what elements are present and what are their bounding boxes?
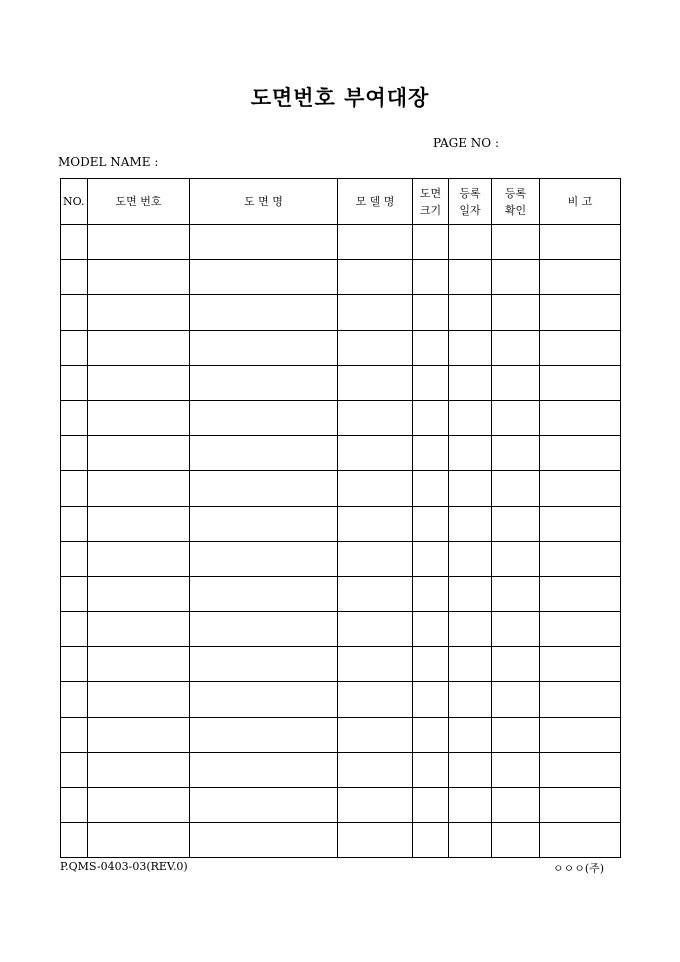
- table-row: [61, 823, 621, 858]
- cell-registration-confirm: [492, 682, 540, 717]
- cell-drawing-number: [88, 260, 190, 295]
- cell-drawing-name: [190, 471, 338, 506]
- header-drawing-name: 도 면 명: [190, 179, 338, 225]
- cell-drawing-size: [413, 225, 449, 260]
- cell-model-name: [338, 330, 413, 365]
- cell-drawing-size: [413, 365, 449, 400]
- header-registration-confirm: [492, 179, 540, 225]
- cell-registration-date: [449, 612, 492, 647]
- cell-registration-date: [449, 225, 492, 260]
- cell-registration-date: [449, 400, 492, 435]
- cell-registration-confirm: [492, 400, 540, 435]
- cell-drawing-number: [88, 541, 190, 576]
- cell-drawing-name: [190, 717, 338, 752]
- cell-registration-confirm: [492, 541, 540, 576]
- cell-drawing-size: [413, 788, 449, 823]
- cell-drawing-size: [413, 682, 449, 717]
- table-row: [61, 260, 621, 295]
- table-row: [61, 436, 621, 471]
- header-registration-confirm-line2: 확인: [504, 203, 527, 217]
- cell-drawing-name: [190, 295, 338, 330]
- cell-drawing-size: [413, 260, 449, 295]
- table-row: [61, 647, 621, 682]
- cell-drawing-size: [413, 752, 449, 787]
- form-code: P.QMS-0403-03(REV.0): [60, 860, 188, 873]
- cell-model-name: [338, 647, 413, 682]
- cell-registration-date: [449, 506, 492, 541]
- cell-remarks: [540, 682, 621, 717]
- cell-registration-confirm: [492, 788, 540, 823]
- header-drawing-number: 도면 번호: [88, 179, 190, 225]
- cell-registration-date: [449, 823, 492, 858]
- cell-remarks: [540, 225, 621, 260]
- cell-no: [61, 788, 88, 823]
- cell-remarks: [540, 436, 621, 471]
- cell-drawing-size: [413, 295, 449, 330]
- table-row: [61, 506, 621, 541]
- cell-model-name: [338, 365, 413, 400]
- cell-model-name: [338, 576, 413, 611]
- cell-drawing-size: [413, 471, 449, 506]
- cell-registration-date: [449, 330, 492, 365]
- cell-drawing-size: [413, 400, 449, 435]
- cell-drawing-number: [88, 225, 190, 260]
- cell-drawing-name: [190, 576, 338, 611]
- cell-no: [61, 436, 88, 471]
- cell-registration-date: [449, 471, 492, 506]
- cell-drawing-name: [190, 506, 338, 541]
- cell-no: [61, 295, 88, 330]
- cell-remarks: [540, 506, 621, 541]
- cell-no: [61, 365, 88, 400]
- cell-registration-confirm: [492, 225, 540, 260]
- header-model-name: 모 델 명: [338, 179, 413, 225]
- cell-drawing-name: [190, 788, 338, 823]
- cell-model-name: [338, 788, 413, 823]
- cell-no: [61, 506, 88, 541]
- company-name: ㅇㅇㅇ(주): [553, 862, 605, 875]
- header-registration-date-line1: 등록: [459, 186, 481, 200]
- cell-drawing-number: [88, 365, 190, 400]
- header-registration-confirm-line1: 등록: [504, 186, 527, 200]
- cell-drawing-name: [190, 365, 338, 400]
- cell-model-name: [338, 823, 413, 858]
- cell-no: [61, 823, 88, 858]
- cell-registration-confirm: [492, 471, 540, 506]
- cell-drawing-name: [190, 541, 338, 576]
- cell-registration-date: [449, 576, 492, 611]
- cell-remarks: [540, 717, 621, 752]
- cell-drawing-size: [413, 541, 449, 576]
- table-row: [61, 612, 621, 647]
- cell-no: [61, 471, 88, 506]
- page-title: 도면번호 부여대장: [250, 85, 430, 110]
- cell-drawing-name: [190, 436, 338, 471]
- header-remarks: 비 고: [540, 179, 621, 225]
- cell-registration-confirm: [492, 295, 540, 330]
- cell-drawing-number: [88, 612, 190, 647]
- cell-remarks: [540, 541, 621, 576]
- cell-model-name: [338, 260, 413, 295]
- cell-registration-date: [449, 295, 492, 330]
- cell-model-name: [338, 506, 413, 541]
- cell-remarks: [540, 752, 621, 787]
- cell-drawing-size: [413, 506, 449, 541]
- header-drawing-size-line2: 크기: [419, 203, 442, 217]
- header-drawing-size: [413, 179, 449, 225]
- cell-remarks: [540, 260, 621, 295]
- cell-model-name: [338, 225, 413, 260]
- cell-registration-confirm: [492, 717, 540, 752]
- cell-registration-date: [449, 752, 492, 787]
- cell-model-name: [338, 612, 413, 647]
- table-row: [61, 752, 621, 787]
- cell-registration-date: [449, 436, 492, 471]
- cell-no: [61, 400, 88, 435]
- cell-no: [61, 260, 88, 295]
- table-row: [61, 365, 621, 400]
- table-row: [61, 471, 621, 506]
- cell-registration-confirm: [492, 647, 540, 682]
- cell-drawing-number: [88, 330, 190, 365]
- cell-drawing-number: [88, 506, 190, 541]
- cell-remarks: [540, 330, 621, 365]
- cell-registration-date: [449, 788, 492, 823]
- cell-drawing-name: [190, 400, 338, 435]
- cell-model-name: [338, 717, 413, 752]
- cell-registration-date: [449, 365, 492, 400]
- cell-remarks: [540, 295, 621, 330]
- cell-drawing-number: [88, 752, 190, 787]
- table-row: [61, 541, 621, 576]
- drawing-register-table: [60, 178, 621, 858]
- cell-model-name: [338, 682, 413, 717]
- cell-registration-date: [449, 717, 492, 752]
- cell-drawing-size: [413, 717, 449, 752]
- cell-registration-confirm: [492, 752, 540, 787]
- cell-model-name: [338, 295, 413, 330]
- header-drawing-size-line1: 도면: [419, 186, 442, 200]
- model-name-label: MODEL NAME :: [58, 155, 159, 169]
- cell-drawing-name: [190, 823, 338, 858]
- cell-registration-confirm: [492, 365, 540, 400]
- cell-drawing-name: [190, 260, 338, 295]
- table-row: [61, 717, 621, 752]
- header-registration-date-line2: 일자: [459, 203, 481, 217]
- cell-remarks: [540, 365, 621, 400]
- cell-no: [61, 330, 88, 365]
- cell-drawing-number: [88, 788, 190, 823]
- cell-remarks: [540, 471, 621, 506]
- table-row: [61, 682, 621, 717]
- cell-model-name: [338, 541, 413, 576]
- cell-drawing-number: [88, 823, 190, 858]
- cell-no: [61, 647, 88, 682]
- header-registration-date: [449, 179, 492, 225]
- cell-drawing-size: [413, 576, 449, 611]
- cell-drawing-size: [413, 612, 449, 647]
- header-no: NO.: [61, 179, 88, 225]
- cell-drawing-name: [190, 330, 338, 365]
- cell-registration-confirm: [492, 823, 540, 858]
- cell-no: [61, 576, 88, 611]
- cell-registration-confirm: [492, 436, 540, 471]
- cell-drawing-size: [413, 330, 449, 365]
- cell-remarks: [540, 788, 621, 823]
- cell-no: [61, 225, 88, 260]
- cell-drawing-name: [190, 612, 338, 647]
- cell-registration-date: [449, 682, 492, 717]
- cell-drawing-name: [190, 225, 338, 260]
- cell-registration-date: [449, 647, 492, 682]
- table-row: [61, 330, 621, 365]
- cell-registration-confirm: [492, 260, 540, 295]
- table-row: [61, 400, 621, 435]
- cell-drawing-number: [88, 400, 190, 435]
- cell-drawing-number: [88, 682, 190, 717]
- cell-registration-confirm: [492, 506, 540, 541]
- cell-no: [61, 541, 88, 576]
- cell-registration-confirm: [492, 576, 540, 611]
- cell-drawing-number: [88, 647, 190, 682]
- page-no-label: PAGE NO :: [433, 136, 499, 150]
- cell-remarks: [540, 400, 621, 435]
- cell-drawing-number: [88, 717, 190, 752]
- cell-model-name: [338, 400, 413, 435]
- cell-no: [61, 682, 88, 717]
- cell-remarks: [540, 823, 621, 858]
- cell-no: [61, 752, 88, 787]
- table-row: [61, 788, 621, 823]
- cell-drawing-number: [88, 576, 190, 611]
- cell-drawing-number: [88, 295, 190, 330]
- table-row: [61, 225, 621, 260]
- cell-model-name: [338, 471, 413, 506]
- cell-drawing-name: [190, 682, 338, 717]
- cell-model-name: [338, 752, 413, 787]
- table-row: [61, 576, 621, 611]
- table-header-row: [61, 179, 621, 225]
- table-row: [61, 295, 621, 330]
- cell-registration-confirm: [492, 330, 540, 365]
- cell-drawing-name: [190, 752, 338, 787]
- cell-remarks: [540, 647, 621, 682]
- cell-drawing-number: [88, 471, 190, 506]
- table-body: [61, 225, 621, 858]
- cell-no: [61, 717, 88, 752]
- cell-drawing-size: [413, 823, 449, 858]
- cell-registration-date: [449, 541, 492, 576]
- cell-drawing-size: [413, 647, 449, 682]
- cell-drawing-name: [190, 647, 338, 682]
- cell-remarks: [540, 576, 621, 611]
- cell-drawing-number: [88, 436, 190, 471]
- cell-drawing-size: [413, 436, 449, 471]
- cell-registration-date: [449, 260, 492, 295]
- cell-no: [61, 612, 88, 647]
- cell-model-name: [338, 436, 413, 471]
- cell-registration-confirm: [492, 612, 540, 647]
- cell-remarks: [540, 612, 621, 647]
